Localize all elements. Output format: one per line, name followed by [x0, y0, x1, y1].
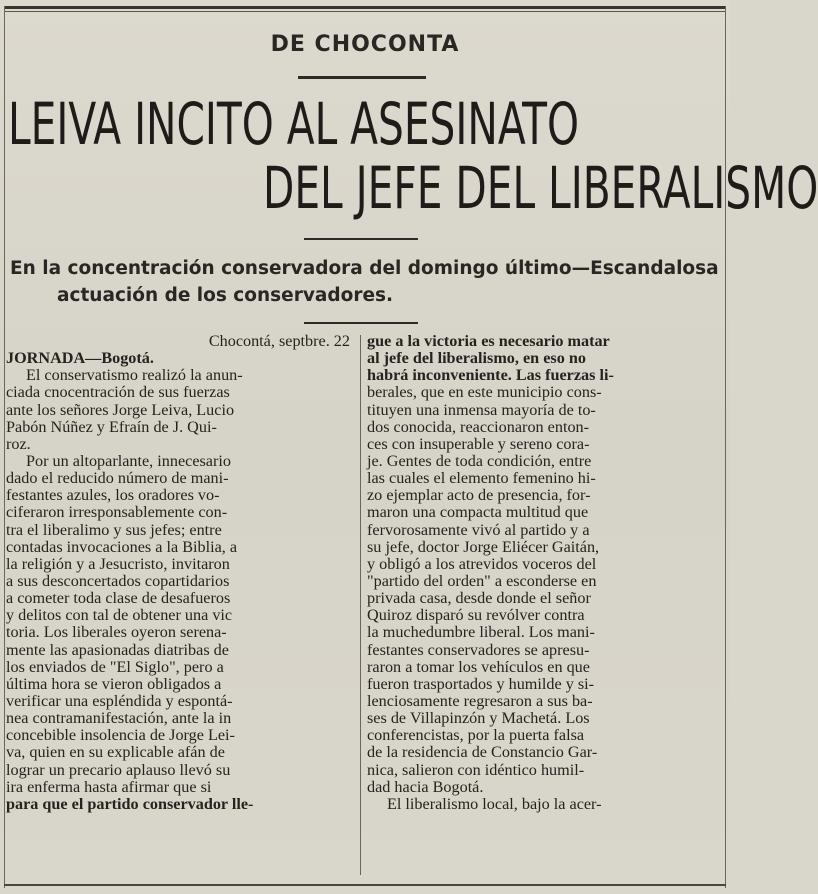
column-line: contadas invocaciones a la Biblia, a — [6, 537, 238, 556]
column-line: "partido del orden" a esconderse en — [367, 571, 597, 590]
top-border-rule — [4, 6, 726, 9]
column-line: gue a la victoria es necesario matar — [367, 332, 610, 350]
column-line: ces con insuperable y sereno cora- — [367, 434, 590, 453]
column-line: conferencistas, por la puerta falsa — [367, 726, 585, 745]
column-line: concebible insolencia de Jorge Lei- — [6, 726, 235, 745]
column-line: Pabón Núñez y Efraín de J. Qui- — [6, 417, 217, 436]
column-line: zo ejemplar acto de presencia, for- — [367, 486, 591, 505]
column-line: nica, salieron con idéntico humil- — [367, 760, 585, 779]
column-line: ciada cnocentración de sus fuerzas — [6, 383, 230, 402]
column-line: y obligó a los atrevidos voceros del — [367, 554, 597, 573]
column-line: privada casa, desde donde el señor — [367, 589, 591, 608]
column-line: las cuales el elemento femenino hi- — [367, 469, 596, 488]
column-line: de la residencia de Constancio Gar- — [367, 743, 598, 762]
column-line: nea contramanifestación, ante la in — [6, 709, 232, 728]
right-column — [367, 333, 721, 813]
column-line: dos conocida, reaccionaron enton- — [367, 417, 590, 436]
column-line: a sus desconcertados copartidarios — [6, 571, 230, 590]
column-line: para que el partido conservador lle- — [6, 794, 254, 813]
column-line: dado el reducido número de mani- — [6, 469, 229, 488]
column-line: Chocontá, septbre. 22 — [208, 332, 350, 350]
column-line: y delitos con tal de obtener una vic — [6, 606, 233, 625]
column-divider — [360, 335, 361, 875]
column-line: El conservatismo realizó la anun- — [26, 366, 243, 385]
column-line: a cometer toda clase de desafueros — [6, 589, 231, 608]
column-line: festantes azules, los oradores vo- — [6, 486, 220, 505]
deck-divider — [304, 322, 418, 324]
column-line: El liberalismo local, bajo la acer- — [387, 794, 602, 813]
column-line: raron a tomar los vehículos en que — [367, 657, 590, 676]
column-line: tra el liberalimo y sus jefes; entre — [6, 520, 222, 539]
column-line: los enviados de "El Siglo", pero a — [6, 657, 224, 676]
left-border-rule — [4, 6, 5, 888]
left-column — [6, 333, 356, 813]
column-line: última hora se vieron obligados a — [6, 674, 222, 693]
column-line: lenciosamente regresaron a sus ba- — [367, 691, 593, 710]
column-line: su jefe, doctor Jorge Eliécer Gaitán, — [367, 537, 600, 556]
deck-line-2: actuación de los conservadores. — [57, 285, 394, 306]
kicker-divider — [298, 76, 426, 79]
deck-line-1: En la concentración conservadora del domingo último—Escandalosa — [10, 258, 719, 279]
column-line: roz. — [6, 434, 31, 453]
column-line: festantes conservadores se apresu- — [367, 640, 590, 659]
column-line: tituyen una inmensa mayoría de to- — [367, 400, 596, 419]
column-line: ses de Villapinzón y Machetá. Los — [367, 709, 590, 728]
column-line: mente las apasionadas diatribas de — [6, 640, 229, 659]
headline-line-2: DEL JEFE DEL LIBERALISMO — [263, 154, 818, 222]
column-line: Quiroz disparó su revólver contra — [367, 606, 585, 625]
column-line: fervorosamente vivó al partido y a — [367, 520, 590, 539]
column-line: verificar una espléndida y espontá- — [6, 691, 233, 710]
deck — [10, 255, 720, 309]
column-line: toria. Los liberales oyeron serena- — [6, 623, 227, 642]
column-line: maron una compacta multitud que — [367, 503, 589, 522]
column-line: Por un altoparlante, innecesario — [26, 451, 231, 470]
column-line: la muchedumbre liberal. Los mani- — [367, 623, 595, 642]
right-border-rule — [725, 6, 726, 888]
column-line: lograr un precario aplauso llevó su — [6, 760, 231, 779]
column-line: va, quien en su explicable afán de — [6, 743, 225, 762]
column-line: JORNADA—Bogotá. — [6, 349, 154, 368]
column-line: habrá inconveniente. Las fuerzas li- — [367, 366, 614, 385]
top-border-rule-thin — [4, 11, 726, 12]
column-line: ciferaron irresponsablemente con- — [6, 503, 228, 522]
headline-divider — [304, 238, 418, 240]
column-line: fueron trasportados y humilde y si- — [367, 674, 595, 693]
column-line: la religión y a Jesucristo, invitaron — [6, 554, 230, 573]
kicker: DE CHOCONTA — [270, 32, 460, 57]
column-line: dad hacia Bogotá. — [367, 777, 484, 796]
column-line: ante los señores Jorge Leiva, Lucio — [6, 400, 235, 419]
column-line: je. Gentes de toda condición, entre — [367, 451, 592, 470]
column-line: berales, que en este municipio cons- — [367, 383, 602, 402]
column-line: ira enferma hasta afirmar que si — [6, 777, 212, 796]
headline-line-1: LEIVA INCITO AL ASESINATO — [8, 90, 580, 158]
bottom-border-rule — [4, 884, 726, 886]
column-line: al jefe del liberalismo, en eso no — [367, 349, 586, 368]
